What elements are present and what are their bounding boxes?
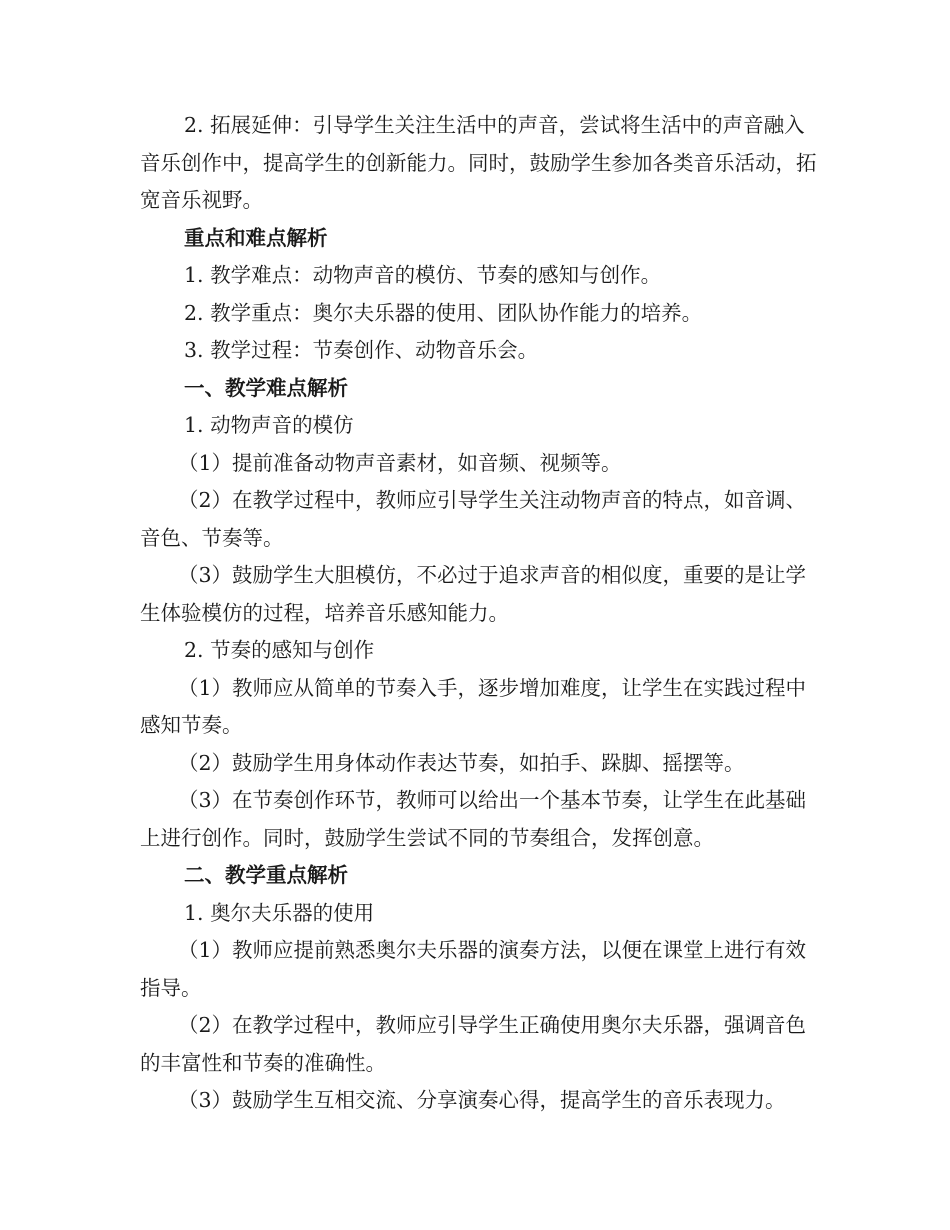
paragraph-teaching-difficulty: 1. 教学难点：动物声音的模仿、节奏的感知与创作。 xyxy=(184,263,662,287)
heading-focus-analysis: 二、教学重点解析 xyxy=(184,863,348,887)
list-item: （3）鼓励学生互相交流、分享演奏心得，提高学生的音乐表现力。 xyxy=(178,1088,786,1112)
list-item: （1）提前准备动物声音素材，如音频、视频等。 xyxy=(178,450,622,475)
paragraph-extension: 2. 拓展延伸：引导学生关注生活中的声音，尝试将生活中的声音融入音乐创作中，提高学生的创新能力。同时，鼓励学生参加各类音乐活动，拓宽音乐视野。 xyxy=(140,113,817,212)
document-body xyxy=(140,107,820,1120)
list-item: （1）教师应从简单的节奏入手，逐步增加难度，让学生在实践过程中感知节奏。 xyxy=(140,675,807,737)
list-item: （3）鼓励学生大胆模仿，不必过于追求声音的相似度，重要的是让学生体验模仿的过程，培养音乐感知能力。 xyxy=(140,563,807,625)
list-item: （1）教师应提前熟悉奥尔夫乐器的演奏方法，以便在课堂上进行有效指导。 xyxy=(140,938,807,1000)
list-item: （2）鼓励学生用身体动作表达节奏，如拍手、跺脚、摇摆等。 xyxy=(178,750,745,775)
list-item: （3）在节奏创作环节，教师可以给出一个基本节奏，让学生在此基础上进行创作。同时，鼓励学生尝试不同的节奏组合，发挥创意。 xyxy=(140,788,807,850)
subheading-rhythm-perception: 2. 节奏的感知与创作 xyxy=(184,638,375,662)
heading-difficulty-analysis: 一、教学难点解析 xyxy=(184,375,348,400)
subheading-orff-instruments: 1. 奥尔夫乐器的使用 xyxy=(184,900,375,925)
paragraph-teaching-process: 3. 教学过程：节奏创作、动物音乐会。 xyxy=(184,338,539,362)
paragraph-teaching-focus: 2. 教学重点：奥尔夫乐器的使用、团队协作能力的培养。 xyxy=(184,300,703,325)
heading-key-difficult-points: 重点和难点解析 xyxy=(184,225,328,250)
subheading-animal-sound-imitation: 1. 动物声音的模仿 xyxy=(184,413,354,437)
list-item: （2）在教学过程中，教师应引导学生正确使用奥尔夫乐器，强调音色的丰富性和节奏的准确性。 xyxy=(140,1013,807,1075)
list-item: （2）在教学过程中，教师应引导学生关注动物声音的特点，如音调、音色、节奏等。 xyxy=(140,488,807,550)
